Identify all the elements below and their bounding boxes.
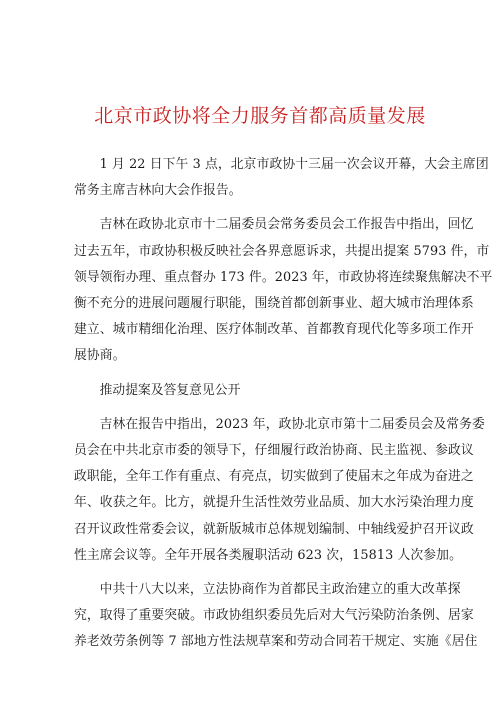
text-line: 政职能，全年工作有重点、有亮点，切实做到了使届末之年成为奋进之: [74, 469, 474, 485]
text-line: 年、收获之年。比方，就提升生活性效劳业品质、加大水污染治理力度: [74, 495, 474, 511]
paragraph-five-year-review: [74, 212, 493, 369]
text-line: 建立、城市精细化治理、医疗体制改革、首都教育现代化等多项工作开: [74, 322, 474, 338]
text-line: 究，取得了重要突破。市政协组织委员先后对大气污染防治条例、居家: [74, 608, 474, 624]
text-line: 展协商。: [74, 348, 126, 364]
text-line: 吉林在政协北京市十二届委员会常务委员会工作报告中指出，回忆: [99, 217, 474, 233]
text-line: 过去五年，市政协积极反映社会各界意愿诉求，共提出提案 5793 件，市: [74, 243, 490, 259]
paragraph-legislative-consultation: [74, 577, 478, 656]
text-line: 性主席会议等。全年开展各类履职活动 623 次，15813 人次参加。: [74, 547, 462, 563]
document-body: [74, 152, 493, 656]
text-line: 衡不充分的进展问题履行职能，围绕首都创新事业、超大城市治理体系: [74, 296, 474, 312]
paragraph-meeting-opening: [74, 152, 489, 204]
text-line: 常务主席吉林向大会作报告。: [74, 183, 242, 199]
section-subheading: 推动提案及答复意见公开: [99, 382, 241, 398]
text-line: 中共十八大以来，立法协商作为首都民主政治建立的重大改革探: [99, 582, 461, 598]
text-line: 领导领衔办理、重点督办 173 件。2023 年，市政协将连续聚焦解决不平: [74, 269, 493, 285]
paragraph-annual-work: [74, 412, 485, 569]
text-line: 养老效劳条例等 7 部地方性法规草案和劳动合同若干规定、实施《居住: [74, 634, 478, 650]
text-line: 员会在中共北京市委的领导下，仔细履行政治协商、民主监视、参政议: [74, 443, 474, 459]
text-line: 召开议政性常委会议，就新版城市总体规划编制、中轴线爱护召开议政: [74, 521, 474, 537]
text-line: 吉林在报告中指出，2023 年，政协北京市第十二届委员会及常务委: [99, 416, 485, 432]
text-line: 1 月 22 日下午 3 点，北京市政协十三届一次会议开幕，大会主席团: [99, 157, 489, 172]
document-title: 北京市政协将全力服务首都高质量发展: [94, 105, 426, 127]
